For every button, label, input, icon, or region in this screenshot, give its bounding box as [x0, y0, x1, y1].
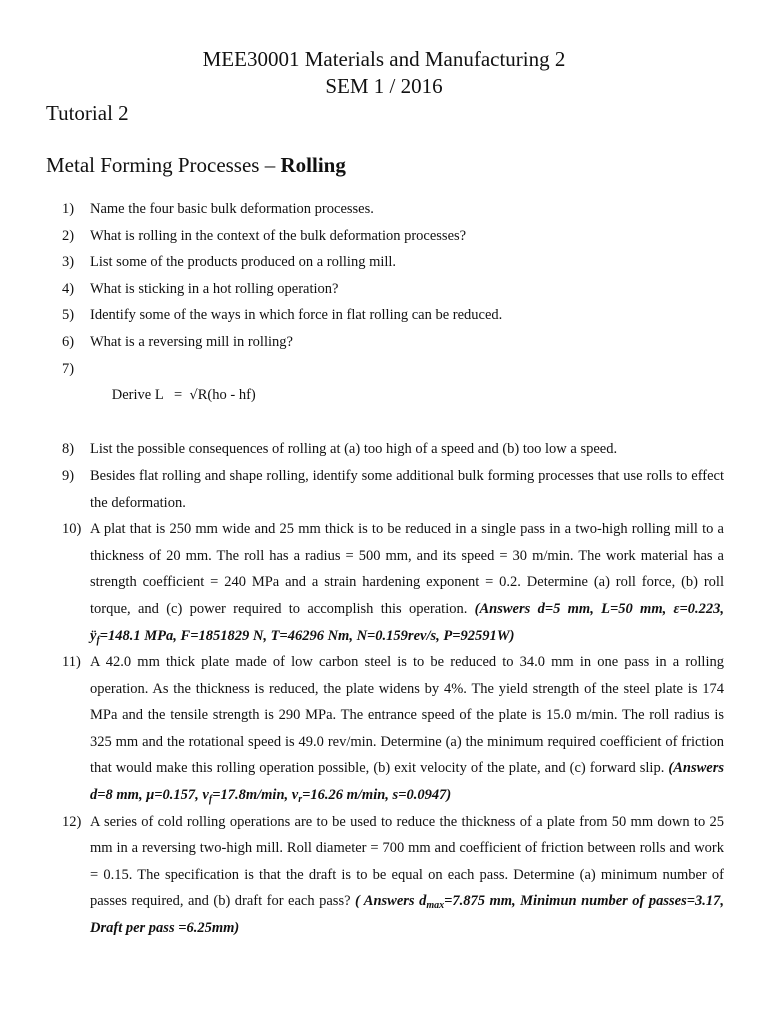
question-text: A 42.0 mm thick plate made of low carbon steel is to be reduced to 34.0 mm in one pass in a rolling operation. As the thickness is reduced, the plate widens by 4%. The yield strength of the steel plate is 174 MPa and the tensile strength is 290 MPa. The entrance speed of the plate is 15.0 m/min. The roll radius is 325 mm and the rotational speed is 49.0 rev/min. Determine (a) the minimum required coefficient of friction that would make this rolling operation possible, (b) exit velocity of the plate, and (c) forward slip.	[90, 654, 724, 777]
question-number: 11)	[62, 654, 81, 671]
answer-subscript: f	[96, 634, 100, 646]
question-text: List the possible consequences of rolling at (a) too high of a speed and (b) too low a speed.	[90, 441, 618, 458]
question-number: 12)	[62, 813, 82, 830]
answer-part: =16.26 m/min, s=0.0947)	[302, 787, 452, 804]
question-text: Derive L =	[111, 387, 190, 404]
answer-part: =148.1 MPa, F=1851829 N, T=46296 Nm, N=0.159rev/s, P=92591W)	[99, 627, 515, 644]
semester-label: SEM 1 / 2016	[325, 74, 443, 98]
answer-subscript: f	[208, 794, 213, 806]
question-item	[62, 809, 724, 942]
question-text: What is a reversing mill in rolling?	[90, 333, 293, 350]
question-number: 6)	[62, 333, 75, 350]
answer-part: (Answers d=5 mm, L=50 mm, ε=0.223, ÿ	[90, 600, 724, 644]
question-item	[62, 516, 724, 649]
question-item	[62, 463, 724, 516]
document-header	[0, 46, 768, 100]
section-title-prefix: Metal Forming Processes –	[46, 153, 281, 177]
question-text: A plat that is 250 mm wide and 25 mm thick is to be reduced in a single pass in a two-high rolling mill to a thickness of 20 mm. The roll has a radius = 500 mm, and its speed = 30 m/min. The work material has a strength coefficient = 240 MPa and a strain hardening exponent = 0.2. Determine (a) roll force, (b) roll torque, and (c) power required to accomplish this operation.	[90, 521, 724, 617]
question-item	[62, 302, 724, 329]
question-item	[62, 249, 724, 276]
answer-part: =17.8m/min, v	[212, 787, 299, 804]
question-text: Name the four basic bulk deformation processes.	[90, 201, 374, 217]
question-text: A series of cold rolling operations are to be used to reduce the thickness of a plate from 50 mm down to 25 mm in a reversing two-high mill. Roll diameter = 700 mm and coefficient of friction between rolls and work = 0.15. The specification is that the draft is to be equal on each pass. Determine (a) minimum number of passes required, and (b) draft for each pass?	[90, 813, 724, 910]
question-number: 1)	[62, 201, 75, 217]
question-item	[62, 436, 724, 463]
answer-part: (Answers d=8 mm, μ=0.157, v	[90, 760, 724, 804]
tutorial-heading: Tutorial 2	[46, 101, 129, 125]
question-item	[62, 276, 724, 303]
answer-subscript: max	[426, 900, 445, 912]
question-text: What is sticking in a hot rolling operation?	[90, 280, 339, 297]
question-number: 9)	[62, 467, 75, 484]
question-number: 5)	[62, 307, 75, 324]
question-number: 7)	[62, 360, 75, 377]
answer-part: ( Answers d	[355, 893, 427, 910]
question-item	[62, 196, 724, 223]
answer-subscript: r	[298, 794, 303, 806]
question-number: 10)	[62, 521, 82, 538]
question-text: What is rolling in the context of the bulk deformation processes?	[90, 227, 467, 244]
question-text: Identify some of the ways in which force in flat rolling can be reduced.	[90, 307, 503, 324]
question-item	[62, 329, 724, 356]
question-number: 2)	[62, 227, 75, 244]
question-number: 8)	[62, 441, 75, 458]
section-title-bold: Rolling	[280, 153, 346, 177]
course-title: MEE30001 Materials and Manufacturing 2	[202, 47, 566, 71]
question-list	[62, 196, 724, 942]
section-title	[46, 152, 346, 179]
question-text: List some of the products produced on a rolling mill.	[90, 254, 397, 271]
sqrt-symbol: √	[189, 388, 198, 404]
answer-part: =7.875 mm, Minimun number of passes=3.17, Draft per pass =6.25mm)	[90, 893, 725, 937]
question-item	[62, 223, 724, 250]
question-item	[62, 356, 724, 437]
question-number: 4)	[62, 280, 75, 297]
question-text: Besides flat rolling and shape rolling, identify some additional bulk forming processes that use rolls to effect the deformation.	[90, 467, 724, 511]
question-number: 3)	[62, 254, 75, 271]
question-text-formula: R(ho - hf)	[197, 387, 256, 404]
question-item	[62, 649, 724, 809]
